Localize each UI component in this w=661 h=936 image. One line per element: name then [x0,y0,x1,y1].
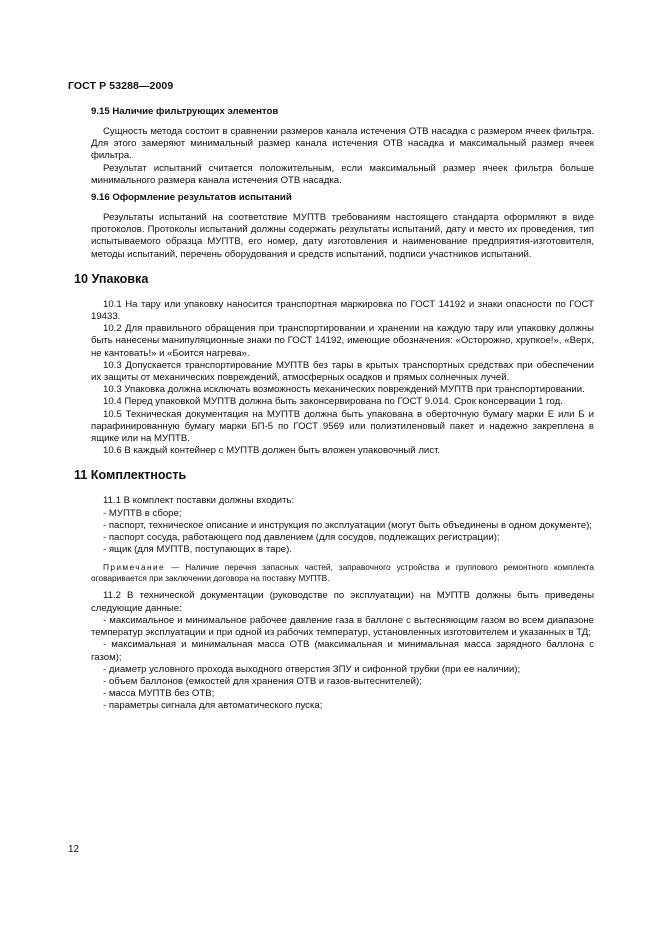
list-item: - ящик (для МУПТВ, поступающих в таре). [103,544,292,556]
paragraph: 11.1 В комплект поставки должны входить: [103,495,295,507]
subsection-title-9-15: 9.15 Наличие фильтрующих элементов [91,106,279,117]
paragraph: Результат испытаний считается положительным, если максимальный размер ячеек фильтра больше минимального размера канала истечения ОТВ насадка. [91,162,594,186]
list-item: - МУПТВ в сборе; [103,507,182,519]
paragraph: 10.2 Для правильного обращения при транспортировании и хранении на каждую тару или упаковку должны быть нанесены манипуляционные знаки по ГОСТ 14192, имеющие обозначения: «Осторожно, хрупкое!», «Верх, не кантовать!» и «Боится нагрева». [91,323,594,359]
subsection-title-9-16: 9.16 Оформление результатов испытаний [91,192,292,204]
list-item: - максимальное и минимальное рабочее давление газа в баллоне с вытесняющим газом во всем диапазоне температур эксплуатации и при одной из рабочих температур, установленных изготовителем и указанных в ТД; [91,614,594,639]
paragraph: 10.4 Перед упаковкой МУПТВ должна быть законсервирована по ГОСТ 9.014. Срок консервации 1 год. [103,396,563,408]
list-item: - объем баллонов (емкостей для хранения ОТВ и газов-вытеснителей); [103,675,422,687]
document-header: ГОСТ Р 53288—2009 [68,80,174,92]
note-text: — Наличие перечня запасных частей, заправочного устройства и группового ремонтного комплекта оговаривается при заключении договора на поставку МУПТВ. [91,562,594,584]
list-item: - масса МУПТВ без ОТВ; [103,688,215,700]
list-item: - максимальная и минимальная масса ОТВ (максимальная и минимальная масса зарядного баллона с газом); [91,639,594,663]
note-label: Примечание [103,562,166,573]
section-title-11: 11 Комплектность [74,468,187,483]
paragraph: Сущность метода состоит в сравнении размеров канала истечения ОТВ насадка с размером ячеек фильтра. Для этого замеряют минимальный размер канала истечения ОТВ насадка и максимальный размер ячеек фильтра. [91,126,594,162]
list-item: - диаметр условного прохода выходного отверстия ЗПУ и сифонной трубки (при ее наличии); [103,663,521,675]
section-title-10: 10 Упаковка [74,271,149,286]
list-item: - параметры сигнала для автоматического пуска; [103,700,323,712]
paragraph: 10.3 Допускается транспортирование МУПТВ без тары в крытых транспортных средствах при обеспечении их защиты от механических повреждений, атмосферных осадков и прямых солнечных лучей. [91,359,594,384]
paragraph: 11.2 В технической документации (руководстве по эксплуатации) на МУПТВ должны быть приведены следующие данные: [91,590,594,614]
paragraph: 10.6 В каждый контейнер с МУПТВ должен быть вложен упаковочный лист. [103,445,441,457]
paragraph: 10.3 Упаковка должна исключать возможность механических повреждений МУПТВ при транспортировании. [103,384,585,396]
page-number: 12 [68,844,80,855]
paragraph: 10.5 Техническая документация на МУПТВ должна быть упакована в оберточную бумагу марки Е или Б и парафинированную бумагу марки БП-5 по ГОСТ 9569 или полиэтиленовый пакет и надежно закреплена в ящике или на МУПТВ. [91,408,594,445]
page-content [74,106,594,713]
list-item: - паспорт, техническое описание и инструкция по эксплуатации (могут быть объединены в одном документе); [103,519,592,531]
note [91,562,594,584]
paragraph: Результаты испытаний на соответствие МУПТВ требованиям настоящего стандарта оформляют в виде протоколов. Протоколы испытаний должны содержать результаты испытаний, дату и место их проведения, тип испытываемого образца МУПТВ, его номер, дату изготовления и наименование предприятия-изготовителя, методы испытаний, перечень оборудования и средств испытаний, подписи участников испытаний. [91,212,594,260]
paragraph: 10.1 На тару или упаковку наносится транспортная маркировка по ГОСТ 14192 и знаки опасности по ГОСТ 19433. [91,298,594,323]
list-item: - паспорт сосуда, работающего под давлением (для сосудов, подлежащих регистрации); [103,532,500,544]
